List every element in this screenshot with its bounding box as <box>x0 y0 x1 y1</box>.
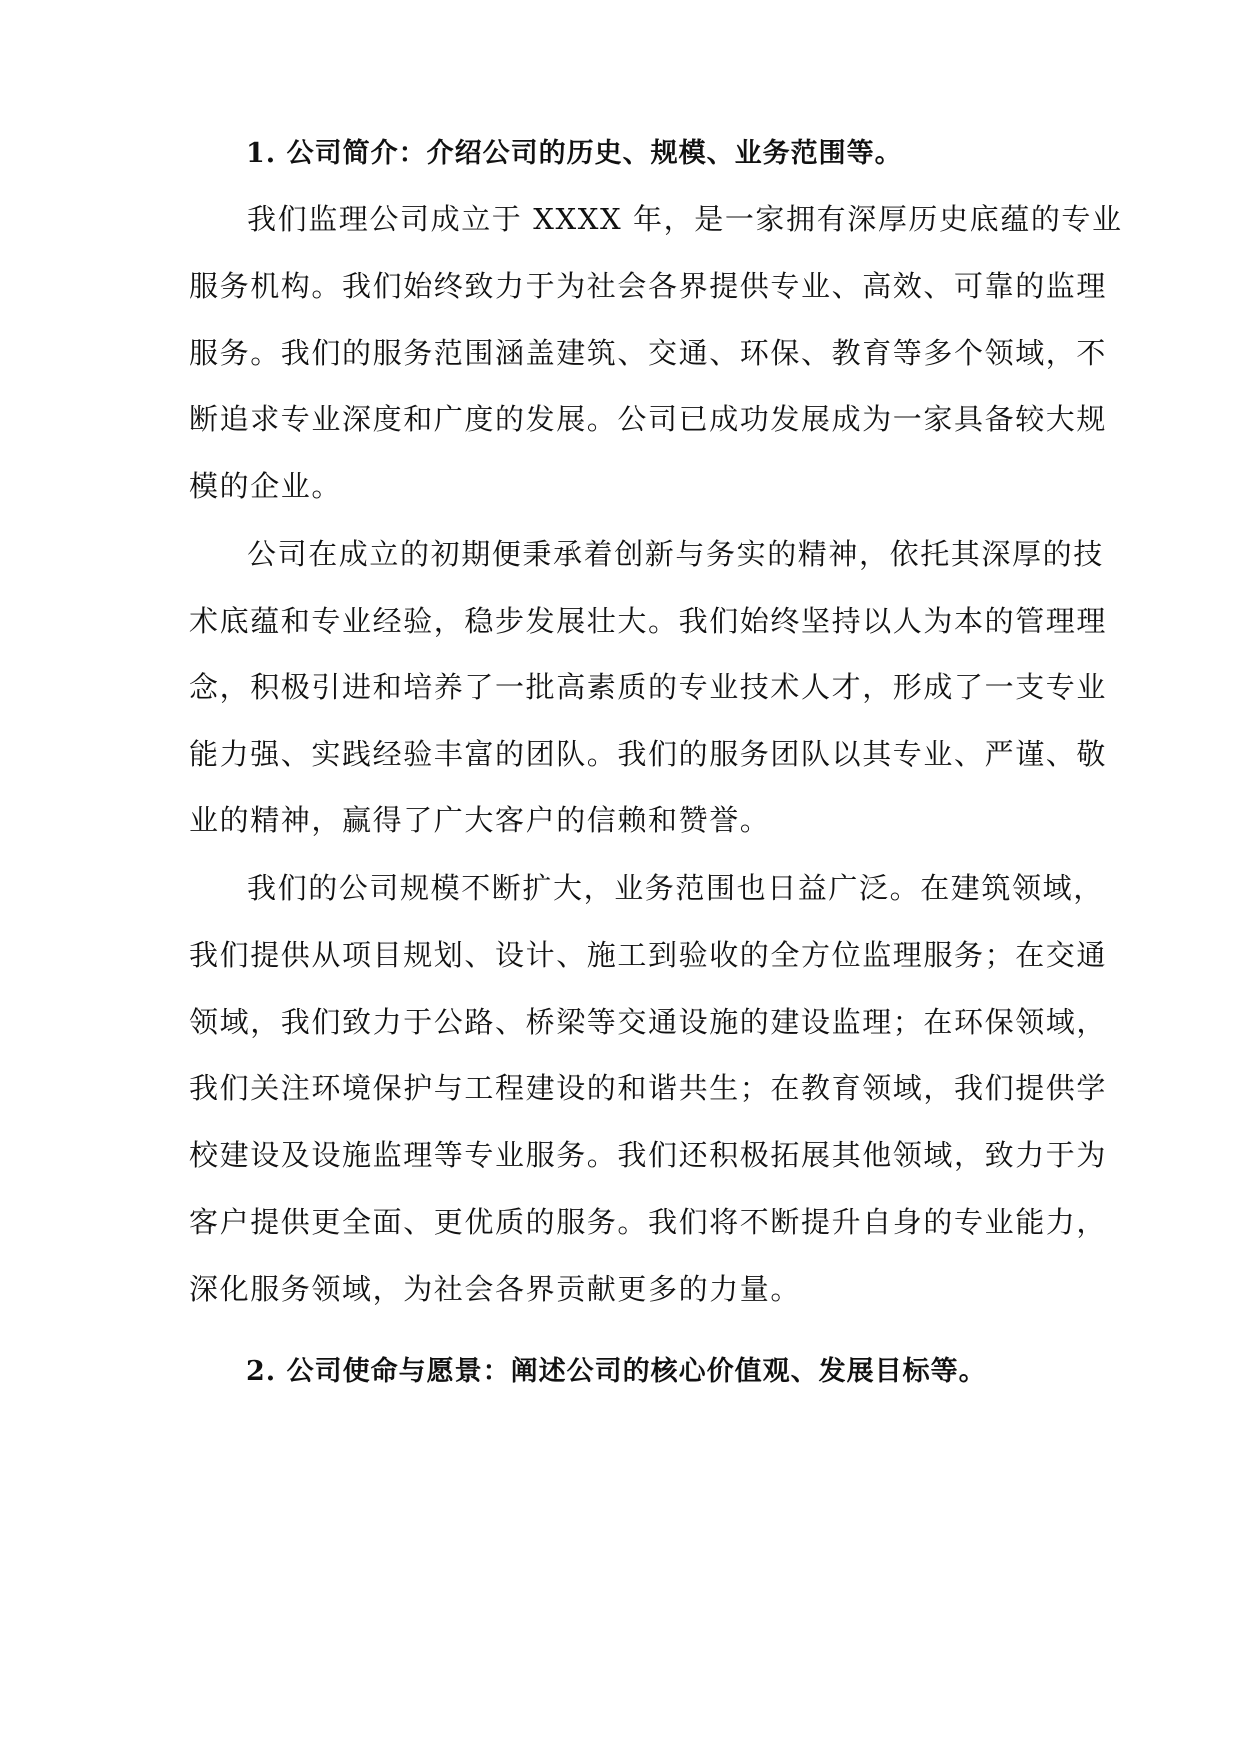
paragraph-3-line-3: 领域，我们致力于公路、桥梁等交通设施的建设监理；在环保领域， <box>189 1005 1108 1039</box>
paragraph-3-line-2: 我们提供从项目规划、设计、施工到验收的全方位监理服务；在交通 <box>189 938 1108 972</box>
section-1-heading: 1. 公司简介：介绍公司的历史、规模、业务范围等。 <box>246 138 903 169</box>
paragraph-3-line-1: 我们的公司规模不断扩大，业务范围也日益广泛。在建筑领域， <box>247 871 1104 905</box>
paragraph-3-line-6: 客户提供更全面、更优质的服务。我们将不断提升自身的专业能力， <box>189 1205 1108 1239</box>
paragraph-1-line-2: 服务机构。我们始终致力于为社会各界提供专业、高效、可靠的监理 <box>189 269 1108 303</box>
paragraph-1-line-5: 模的企业。 <box>189 469 343 503</box>
paragraph-1-line-1: 我们监理公司成立于 XXXX 年，是一家拥有深厚历史底蕴的专业 <box>247 202 1123 236</box>
paragraph-2-line-3: 念，积极引进和培养了一批高素质的专业技术人才，形成了一支专业 <box>189 670 1108 704</box>
paragraph-2-line-5: 业的精神，赢得了广大客户的信赖和赞誉。 <box>189 803 771 837</box>
paragraph-1-line-4: 断追求专业深度和广度的发展。公司已成功发展成为一家具备较大规 <box>189 402 1108 436</box>
paragraph-3-line-7: 深化服务领域，为社会各界贡献更多的力量。 <box>189 1272 802 1306</box>
paragraph-1-line-3: 服务。我们的服务范围涵盖建筑、交通、环保、教育等多个领域，不 <box>189 336 1108 370</box>
paragraph-2-line-4: 能力强、实践经验丰富的团队。我们的服务团队以其专业、严谨、敬 <box>189 737 1108 771</box>
paragraph-2-line-1: 公司在成立的初期便秉承着创新与务实的精神，依托其深厚的技 <box>247 537 1104 571</box>
section-2-heading: 2. 公司使命与愿景：阐述公司的核心价值观、发展目标等。 <box>246 1356 987 1387</box>
paragraph-3-line-4: 我们关注环境保护与工程建设的和谐共生；在教育领域，我们提供学 <box>189 1071 1108 1105</box>
paragraph-3-line-5: 校建设及设施监理等专业服务。我们还积极拓展其他领域，致力于为 <box>189 1138 1108 1172</box>
paragraph-2-line-2: 术底蕴和专业经验，稳步发展壮大。我们始终坚持以人为本的管理理 <box>189 604 1108 638</box>
